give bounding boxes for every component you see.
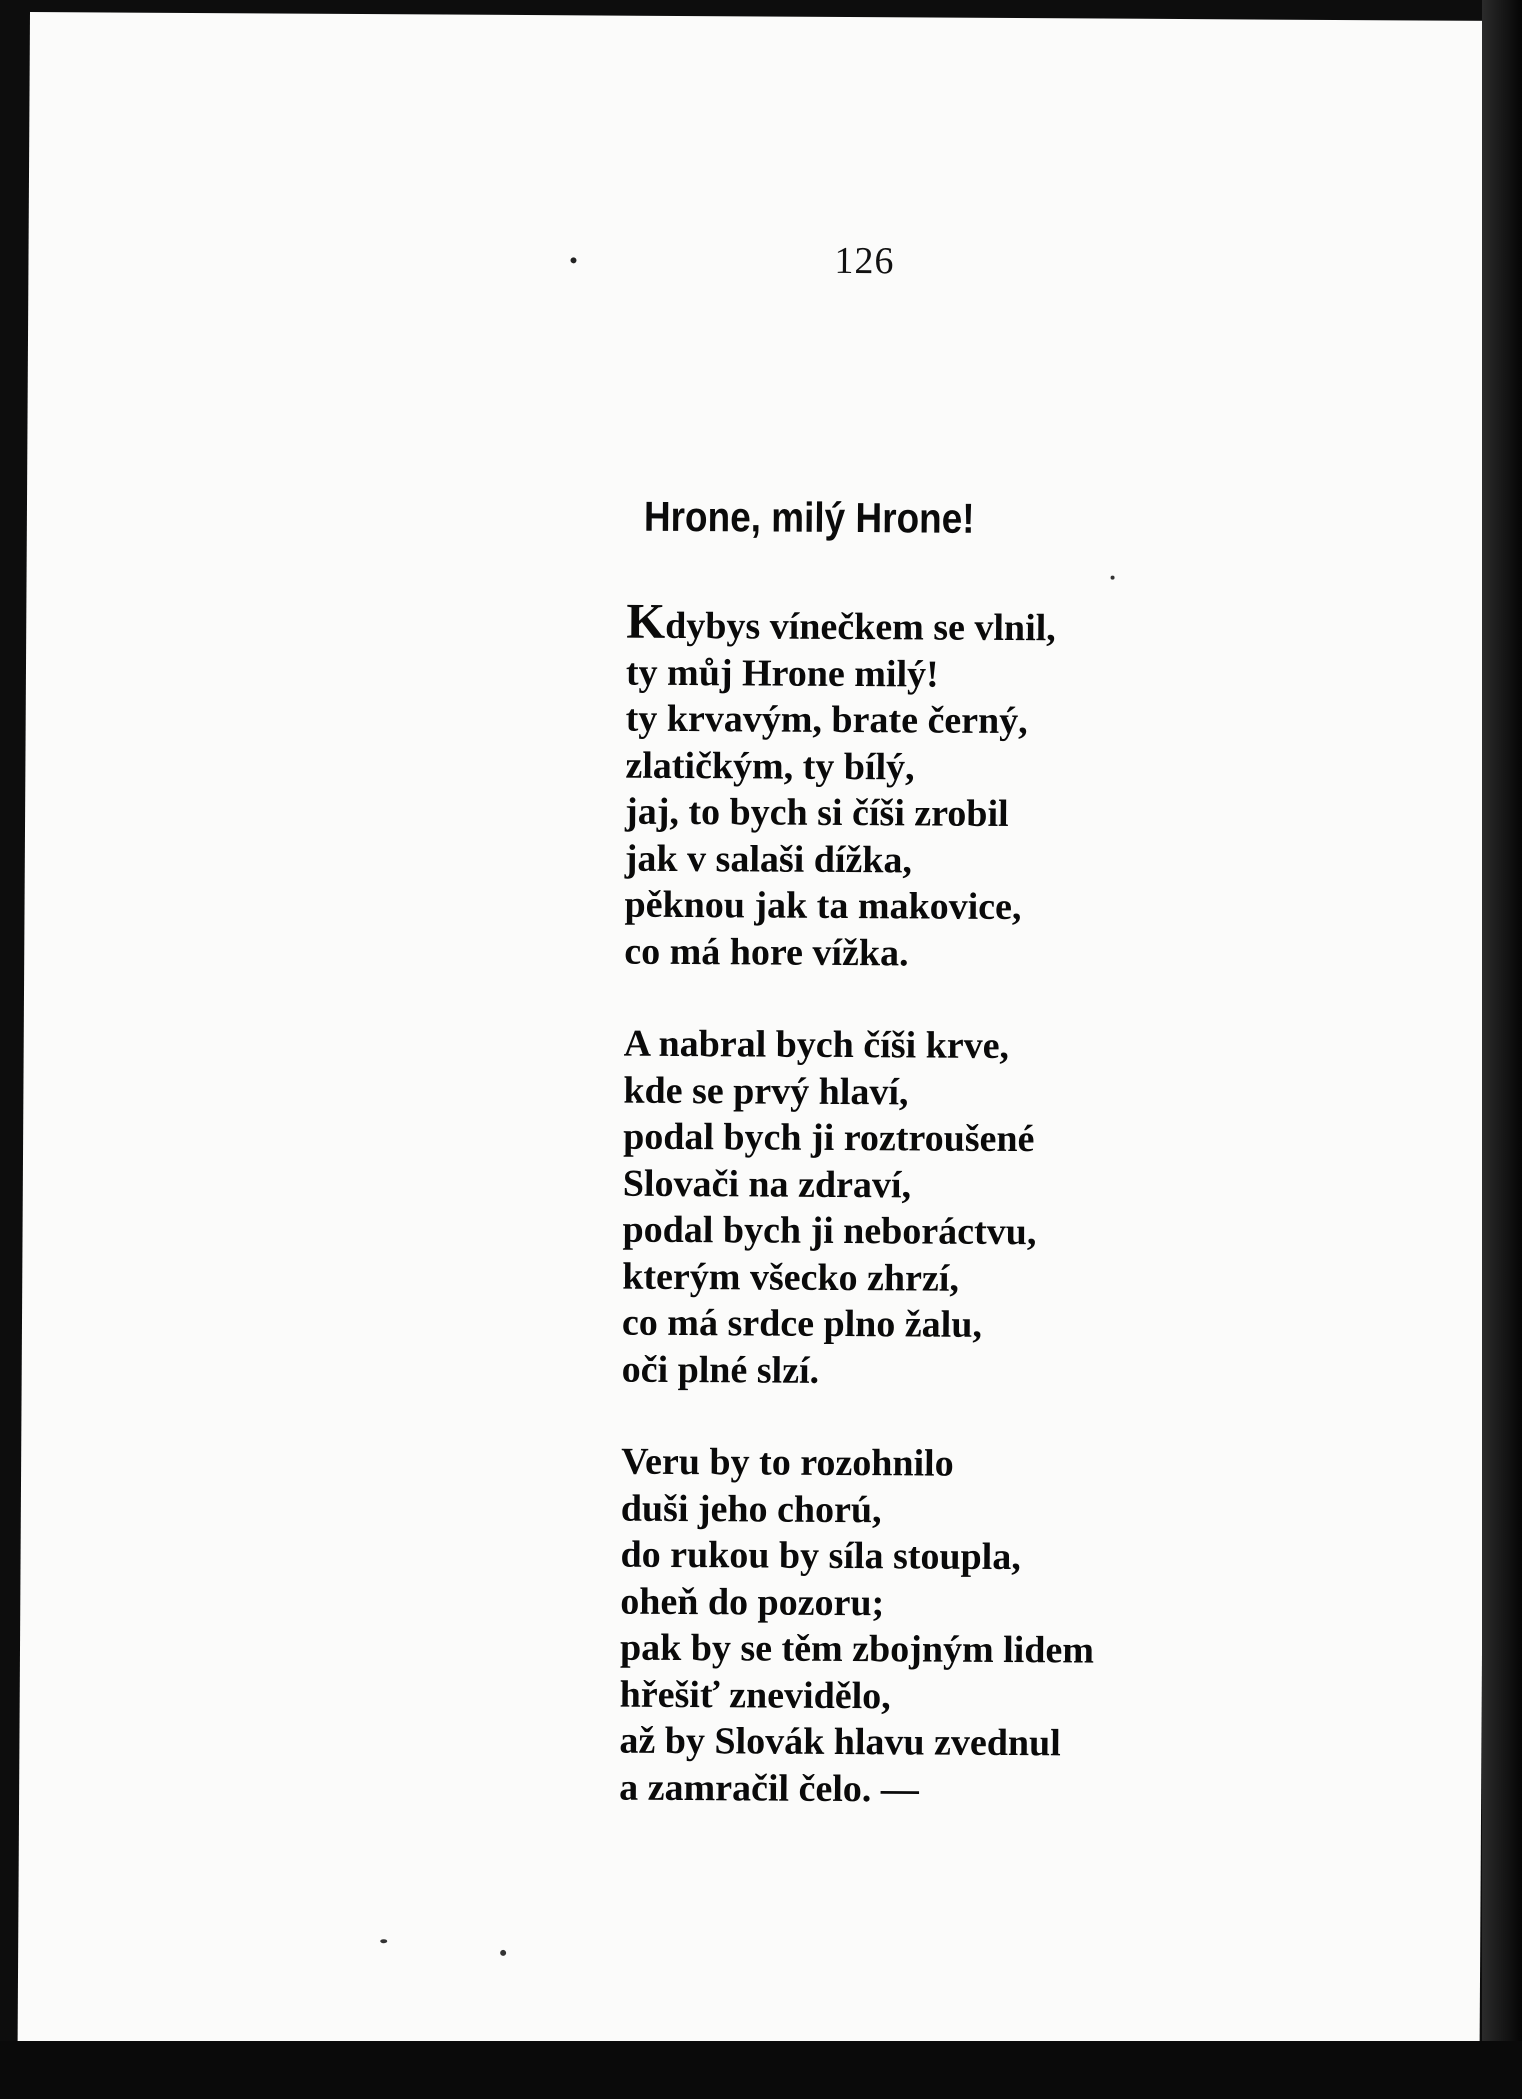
- page-number: 126: [834, 239, 895, 283]
- poem-line: Veru by to rozohnilo: [621, 1440, 954, 1485]
- poem-line: kde se prvý hlaví,: [623, 1069, 909, 1113]
- poem-line: jak v salaši dížka,: [624, 837, 913, 881]
- poem-line: oheň do pozoru;: [620, 1580, 885, 1624]
- poem-line: a zamračil čelo. —: [619, 1766, 919, 1810]
- poem-line: ty můj Hrone milý!: [625, 651, 939, 696]
- ink-dot: [570, 257, 576, 263]
- poem-line: zlatičkým, ty bílý,: [625, 744, 915, 788]
- ink-speck: [1111, 576, 1115, 580]
- drop-capital: K: [626, 592, 666, 649]
- poem-line: duši jeho chorú,: [620, 1487, 882, 1531]
- poem-line: [626, 592, 1100, 652]
- poem-line: podal bych ji roztroušené: [623, 1115, 1035, 1161]
- poem-line: podal bych ji neboráctvu,: [622, 1208, 1037, 1254]
- poem-line: A nabral bych číši krve,: [623, 1022, 1010, 1067]
- poem-line: jaj, to bych si číši zrobil: [624, 790, 1009, 835]
- poem-line: oči plné slzí.: [621, 1348, 820, 1392]
- poem-line: do rukou by síla stoupla,: [620, 1533, 1021, 1579]
- stanza-2: [622, 1021, 1098, 1396]
- poem-line: ty krvavým, brate černý,: [625, 697, 1028, 743]
- poem-line: pak by se těm zbojným lidem: [619, 1626, 1095, 1672]
- ink-speck: [500, 1950, 506, 1956]
- poem-line: hřešiť znevidělo,: [619, 1673, 891, 1717]
- ink-speck: [380, 1939, 387, 1943]
- poem-line-text: dybys vínečkem se vlnil,: [665, 604, 1056, 650]
- stanza-1: [624, 592, 1100, 978]
- scan-edge-bottom: [0, 2041, 1522, 2099]
- poem-line: co má srdce plno žalu,: [621, 1301, 983, 1346]
- stanza-3: [619, 1439, 1095, 1814]
- poem-body: [619, 592, 1101, 1860]
- poem-line: Slovači na zdraví,: [622, 1162, 912, 1206]
- poem-line: kterým všecko zhrzí,: [622, 1255, 960, 1300]
- scan-edge-right: [1482, 0, 1522, 2099]
- book-page: [18, 12, 1492, 2053]
- poem-line: pěknou jak ta makovice,: [624, 883, 1022, 929]
- poem-line: co má hore vížka.: [624, 930, 909, 974]
- poem-title: Hrone, milý Hrone!: [643, 492, 975, 542]
- poem-line: až by Slovák hlavu zvednul: [619, 1719, 1061, 1765]
